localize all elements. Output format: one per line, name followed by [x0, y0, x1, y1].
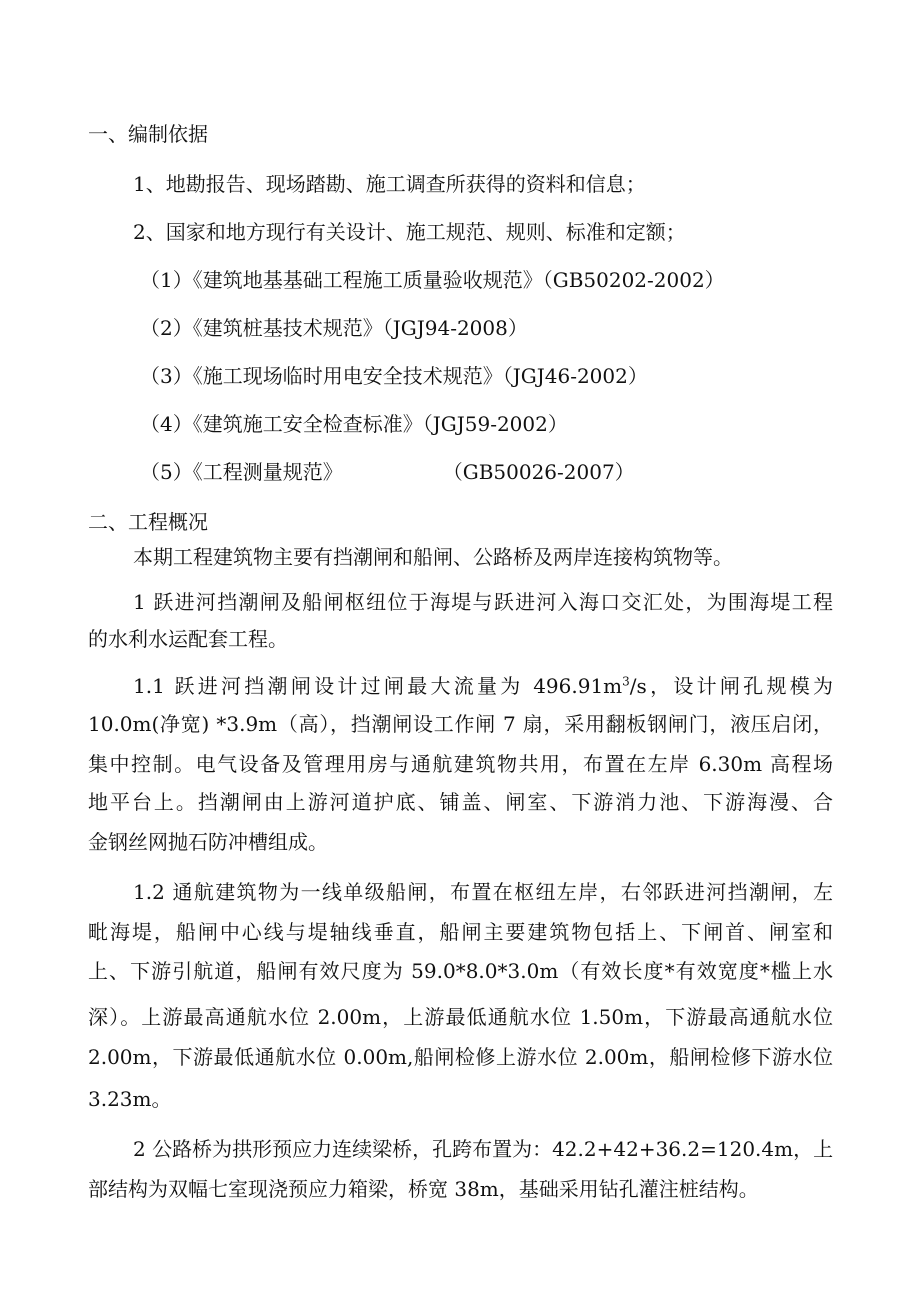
basis-item-2: 2、国家和地方现行有关设计、施工规范、规则、标准和定额； [133, 220, 686, 244]
para-2-line-2: 部结构为双幅七室现浇预应力箱梁，桥宽 38m，基础采用钻孔灌注桩结构。 [88, 1177, 759, 1201]
standard-code: （GB50026-2007） [442, 460, 635, 484]
para-1-2-line-4: 深）。上游最高通航水位 2.00m，上游最低通航水位 1.50m，下游最高通航水位 [88, 1005, 833, 1029]
para-1-1-line-5: 金钢丝网抛石防冲槽组成。 [88, 830, 328, 854]
para-1-1-line-4: 地平台上。挡潮闸由上游河道护底、铺盖、闸室、下游消力池、下游海漫、合 [88, 790, 833, 814]
standard-number: （3） [140, 364, 193, 388]
para-1-line-1: 1 跃进河挡潮闸及船闸枢纽位于海堤与跃进河入海口交汇处，为围海堤工程 [133, 590, 833, 614]
para-1-2-line-2: 毗海堤，船闸中心线与堤轴线垂直，船闸主要建筑物包括上、下闸首、闸室和 [88, 920, 833, 944]
standard-number: （2） [140, 316, 193, 340]
standard-item-2 [140, 314, 528, 342]
basis-item-1: 1、地勘报告、现场踏勘、施工调查所获得的资料和信息； [133, 172, 646, 196]
section-heading-basis: 一、编制依据 [88, 122, 208, 146]
section-heading-overview: 二、工程概况 [88, 510, 208, 534]
para-1-2-line-3: 上、下游引航道，船闸有效尺度为 59.0*8.0*3.0m（有效长度*有效宽度*槛上水 [88, 959, 833, 983]
para-1-1-line-3: 集中控制。电气设备及管理用房与通航建筑物共用，布置在左岸 6.30m 高程场 [88, 752, 833, 776]
standard-item-3 [140, 362, 648, 390]
para-1-2-line-6: 3.23m。 [88, 1087, 172, 1111]
para-2-line-1: 2 公路桥为拱形预应力连续梁桥，孔跨布置为：42.2+42+36.2=120.4m，上 [133, 1137, 834, 1161]
para-1-2-line-5: 2.00m，下游最低通航水位 0.00m,船闸检修上游水位 2.00m，船闸检修下游水位 [88, 1045, 833, 1069]
standard-title: 《工程测量规范》 [192, 460, 343, 484]
standard-item-4 [140, 410, 568, 438]
standard-title: 《建筑地基基础工程施工质量验收规范》 [192, 268, 543, 292]
standard-item-1 [140, 266, 725, 294]
standard-code: （JGJ59-2002） [422, 412, 568, 436]
overview-intro: 本期工程建筑物主要有挡潮闸和船闸、公路桥及两岸连接构筑物等。 [133, 545, 733, 569]
para-1-1-line-1: 1.1 跃进河挡潮闸设计过闸最大流量为 $496.91m^3/s$，设计闸孔规模为 [133, 674, 833, 698]
para-1-line-2: 的水利水运配套工程。 [88, 627, 288, 651]
standard-item-5 [140, 458, 635, 486]
standard-title: 《建筑桩基技术规范》 [192, 316, 383, 340]
standard-code: （JGJ46-2002） [502, 364, 648, 388]
standard-number: （5） [140, 460, 193, 484]
standard-code: （JGJ94-2008） [382, 316, 528, 340]
standard-code: （GB50202-2002） [542, 268, 725, 292]
standard-number: （4） [140, 412, 193, 436]
para-1-2-line-1: 1.2 通航建筑物为一线单级船闸，布置在枢纽左岸，右邻跃进河挡潮闸，左 [133, 880, 833, 904]
superscript-3: 3 [622, 674, 630, 689]
standard-title: 《建筑施工安全检查标准》 [192, 412, 423, 436]
standard-number: （1） [140, 268, 193, 292]
standard-title: 《施工现场临时用电安全技术规范》 [192, 364, 503, 388]
para-1-1-line-2: 10.0m(净宽) *3.9m（高），挡潮闸设工作闸 7 扇，采用翻板钢闸门，液压启闭， [88, 712, 833, 736]
